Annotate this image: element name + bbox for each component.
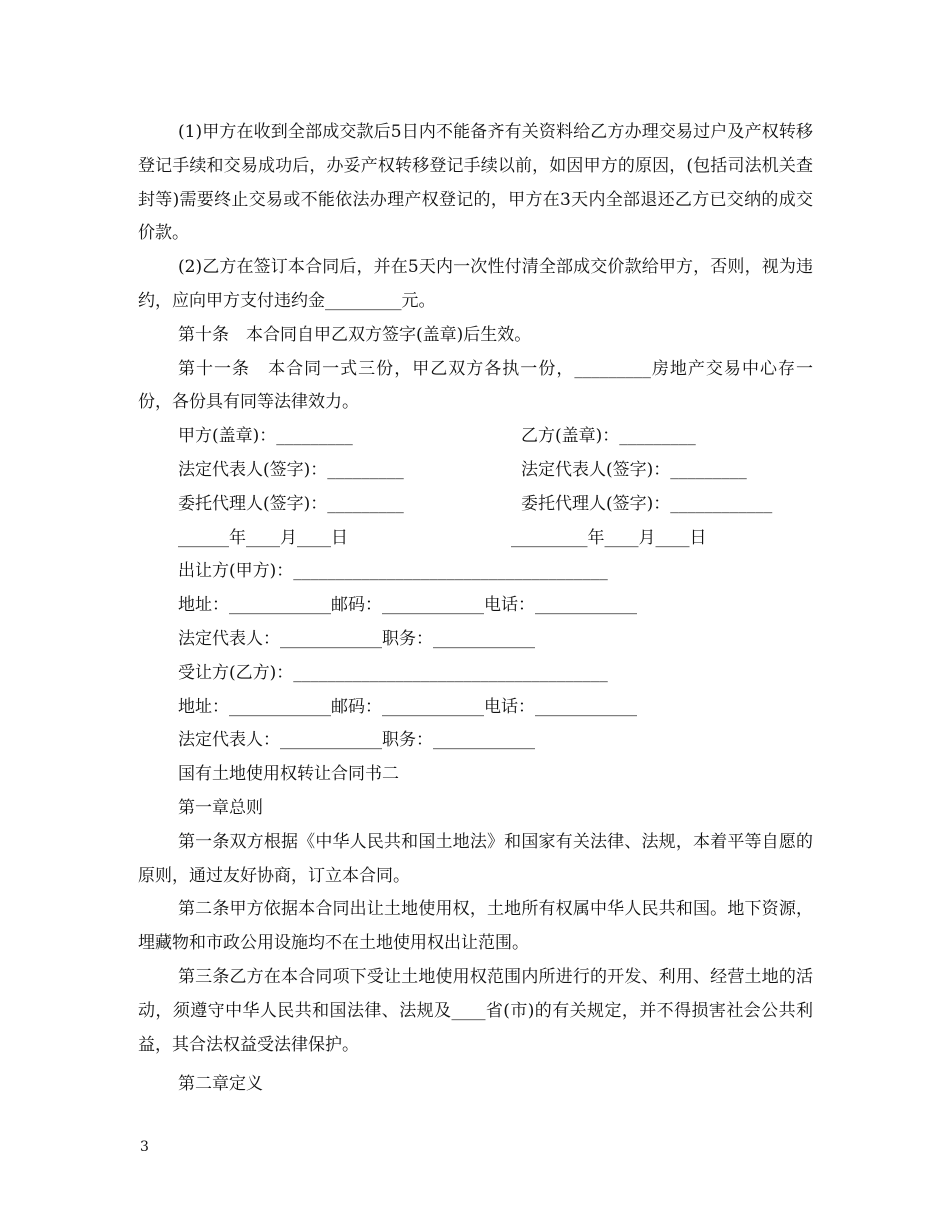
- signature-block: [138, 420, 813, 555]
- party-b-agent: 委托代理人(签字)：____________: [521, 493, 773, 514]
- article-11-paragraph: 第十一条 本合同一式三份，甲乙双方各执一份，_________房地产交易中心存一份，各份具有同等法律效力。: [138, 358, 813, 413]
- party-b-date: _________年____月____日: [511, 527, 707, 548]
- party-b-legal-rep: 法定代表人(签字)：_________: [521, 459, 747, 480]
- party-a-seal: 甲方(盖章)：_________: [178, 426, 353, 447]
- signature-row-agent: [138, 488, 813, 522]
- page-number: 3: [140, 1139, 149, 1155]
- party-a-date: ______年____月____日: [178, 527, 348, 548]
- second-contract-title: 国有土地使用权转让合同书二: [178, 764, 399, 785]
- article-1-paragraph: 第一条双方根据《中华人民共和国土地法》和国家有关法律、法规，本着平等自愿的原则，通过友好协商，订立本合同。: [138, 831, 813, 886]
- transferee-legal-rep-line: 法定代表人：____________职务：____________: [178, 730, 535, 751]
- transferee-line: 受让方(乙方)：_____________________________________: [178, 662, 608, 683]
- article-3-paragraph: 第三条乙方在本合同项下受让土地使用权范围内所进行的开发、利用、经营土地的活动，须遵守中华人民共和国法律、法规及____省(市)的有关规定，并不得损害社会公共利益，其合法权益受法律保护。: [138, 966, 813, 1055]
- party-b-seal: 乙方(盖章)：_________: [521, 426, 696, 447]
- transferor-address-line: 地址：____________邮码：____________电话：____________: [178, 595, 637, 616]
- transferor-legal-rep-line: 法定代表人：____________职务：____________: [178, 628, 535, 649]
- signature-row-seal: [138, 420, 813, 454]
- party-info-block: [138, 555, 813, 825]
- party-a-agent: 委托代理人(签字)：_________: [178, 493, 404, 514]
- chapter-2-heading: 第二章定义: [178, 1074, 263, 1095]
- clause-1-paragraph: (1)甲方在收到全部成交款后5日内不能备齐有关资料给乙方办理交易过户及产权转移登记手续和交易成功后，办妥产权转移登记手续以前，如因甲方的原因，(包括司法机关查封等)需要终止交易或不能依法办理产权登记的，甲方在3天内全部退还乙方已交纳的成交价款。: [138, 122, 813, 244]
- transferee-address-line: 地址：____________邮码：____________电话：____________: [178, 696, 637, 717]
- chapter-1-heading: 第一章总则: [178, 797, 263, 818]
- article-10-paragraph: 第十条 本合同自甲乙双方签字(盖章)后生效。: [178, 324, 532, 345]
- signature-row-legal-rep: [138, 454, 813, 488]
- signature-row-date: [138, 522, 813, 556]
- clause-2-paragraph: (2)乙方在签订本合同后，并在5天内一次性付清全部成交价款给甲方，否则，视为违约，应向甲方支付违约金_________元。: [138, 257, 813, 311]
- transferor-line: 出让方(甲方)：_____________________________________: [178, 561, 608, 582]
- party-a-legal-rep: 法定代表人(签字)：_________: [178, 459, 404, 480]
- document-body: [138, 116, 813, 1102]
- article-2-paragraph: 第二条甲方依据本合同出让土地使用权，土地所有权属中华人民共和国。地下资源，埋藏物和市政公用设施均不在土地使用权出让范围。: [138, 899, 813, 954]
